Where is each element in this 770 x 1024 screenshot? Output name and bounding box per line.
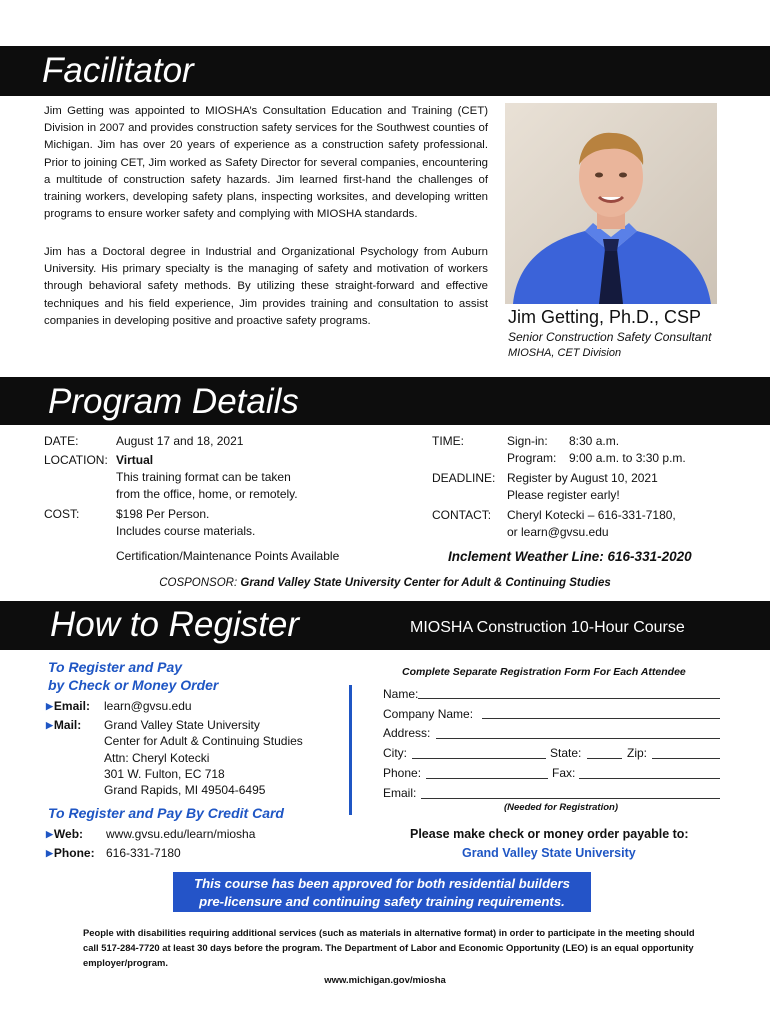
- payee-name: Grand Valley State University: [462, 846, 636, 860]
- address-field-label: Address:: [383, 726, 431, 740]
- address-field-line[interactable]: [436, 738, 720, 739]
- mail-address-line-3: Attn: Cheryl Kotecki: [104, 751, 210, 765]
- city-field-line[interactable]: [412, 758, 546, 759]
- phone-value: 616-331-7180: [106, 846, 181, 860]
- cosponsor-label: COSPONSOR:: [159, 577, 238, 589]
- cosponsor-value: Grand Valley State University Center for Adult & Continuing Studies: [240, 577, 611, 589]
- facilitator-bio-paragraph-1: Jim Getting was appointed to MIOSHA’s Consultation Education and Training (CET) Division in 2007 and provides construction safety services for the Southwest counties of Michigan. Jim has over 20 years of experience as a construction safety professional. Prior to joining CET, Jim worked as Safety Director for several companies, encountering a multitude of construction safety hazards. Jim learned first-hand the challenges of training workers, developing safety plans, inspecting worksites, and developing written programs to ensure worker safety and complying with MIOSHA standards.: [44, 105, 488, 221]
- location-note-1: This training format can be taken: [116, 470, 291, 484]
- web-row: [46, 826, 83, 843]
- email-field-line[interactable]: [421, 798, 720, 799]
- approval-line-1: This course has been approved for both residential builders: [194, 876, 570, 891]
- program-title: Program Details: [48, 382, 299, 421]
- footer-website[interactable]: www.michigan.gov/miosha: [324, 975, 446, 986]
- city-field-label: City:: [383, 746, 407, 760]
- payable-to-text: Please make check or money order payable to:: [410, 827, 689, 841]
- email-label: Email:: [53, 699, 90, 713]
- triangle-bullet-icon: ▶: [46, 701, 53, 711]
- company-field-label: Company Name:: [383, 707, 474, 721]
- name-field-label: Name:: [383, 687, 419, 701]
- zip-field-label: Zip:: [627, 746, 648, 760]
- register-divider: [349, 685, 352, 815]
- cost-label: COST:: [44, 507, 80, 521]
- facilitator-role: Senior Construction Safety Consultant: [508, 330, 712, 344]
- check-heading-line-1: To Register and Pay: [48, 659, 183, 675]
- time-label: TIME:: [432, 434, 464, 448]
- mail-row: [46, 717, 81, 734]
- web-value: www.gvsu.edu/learn/miosha: [106, 827, 256, 841]
- zip-field-line[interactable]: [652, 758, 720, 759]
- facilitator-bio-paragraph-2: Jim has a Doctoral degree in Industrial and Organizational Psychology from Auburn University. His primary specialty is the managing of safety and motivation of workers through behavioral safety methods. By utilizing these straight-forward and effective techniques and his field experience, Jim provides training and consultation to assist companies in developing positive and proactive safety programs.: [44, 246, 488, 327]
- location-label: LOCATION:: [44, 453, 108, 467]
- state-field-label: State:: [550, 746, 582, 760]
- location-note-2: from the office, home, or remotely.: [116, 487, 298, 501]
- approval-banner: [173, 872, 591, 912]
- card-heading: To Register and Pay By Credit Card: [48, 805, 284, 821]
- mail-address-line-5: Grand Rapids, MI 49504-6495: [104, 783, 266, 797]
- mail-address-line-4: 301 W. Fulton, EC 718: [104, 767, 225, 781]
- signin-value: 8:30 a.m.: [569, 434, 620, 448]
- state-field-line[interactable]: [587, 758, 622, 759]
- mail-address-line-1: Grand Valley State University: [104, 718, 260, 732]
- course-name: MIOSHA Construction 10-Hour Course: [410, 619, 685, 636]
- triangle-bullet-icon: ▶: [46, 829, 53, 839]
- phone-field-line[interactable]: [426, 778, 548, 779]
- contact-value: Cheryl Kotecki – 616-331-7180,: [507, 508, 676, 522]
- mail-label: Mail:: [53, 718, 82, 732]
- email-row: [46, 698, 90, 715]
- facilitator-photo: [505, 103, 717, 304]
- email-field-label: Email:: [383, 786, 417, 800]
- form-heading: Complete Separate Registration Form For Each Attendee: [402, 666, 686, 678]
- fax-field-line[interactable]: [579, 778, 720, 779]
- deadline-value: Register by August 10, 2021: [507, 471, 658, 485]
- deadline-note: Please register early!: [507, 488, 620, 502]
- date-label: DATE:: [44, 434, 79, 448]
- location-value: Virtual: [116, 453, 154, 467]
- company-field-line[interactable]: [482, 718, 720, 719]
- certification-note: Certification/Maintenance Points Available: [116, 549, 340, 563]
- approval-line-2: pre-licensure and continuing safety training requirements.: [199, 894, 565, 909]
- date-value: August 17 and 18, 2021: [116, 434, 244, 448]
- cosponsor-line: [0, 577, 770, 589]
- cost-value: $198 Per Person.: [116, 507, 210, 521]
- facilitator-title: Facilitator: [42, 51, 194, 90]
- phone-field-label: Phone:: [383, 766, 422, 780]
- program-time-value: 9:00 a.m. to 3:30 p.m.: [569, 451, 686, 465]
- fax-field-label: Fax:: [552, 766, 576, 780]
- name-field-line[interactable]: [418, 698, 720, 699]
- contact-label: CONTACT:: [432, 508, 492, 522]
- weather-line: Inclement Weather Line: 616-331-2020: [448, 549, 692, 564]
- phone-label: Phone:: [53, 846, 95, 860]
- phone-row: [46, 845, 95, 862]
- facilitator-name: Jim Getting, Ph.D., CSP: [508, 307, 702, 327]
- signin-label: Sign-in:: [507, 434, 548, 448]
- register-title: How to Register: [50, 605, 299, 644]
- check-heading-line-2: by Check or Money Order: [48, 677, 219, 693]
- program-time-label: Program:: [507, 451, 557, 465]
- disability-note: People with disabilities requiring additional services (such as materials in alternative format) in order to participate in the meeting should call 517-284-7720 at least 30 days before the program. The Department of Labor and Economic Opportunity (LEO) is an equal opportunity employer/program.: [83, 927, 695, 969]
- contact-email: or learn@gvsu.edu: [507, 525, 609, 539]
- triangle-bullet-icon: ▶: [46, 848, 53, 858]
- deadline-label: DEADLINE:: [432, 471, 496, 485]
- portrait-illustration: [505, 103, 717, 304]
- mail-address-line-2: Center for Adult & Continuing Studies: [104, 734, 303, 748]
- facilitator-division: MIOSHA, CET Division: [508, 347, 622, 359]
- email-value: learn@gvsu.edu: [104, 699, 192, 713]
- web-label: Web:: [53, 827, 84, 841]
- email-field-note: (Needed for Registration): [504, 802, 619, 813]
- cost-note: Includes course materials.: [116, 524, 256, 538]
- triangle-bullet-icon: ▶: [46, 720, 53, 730]
